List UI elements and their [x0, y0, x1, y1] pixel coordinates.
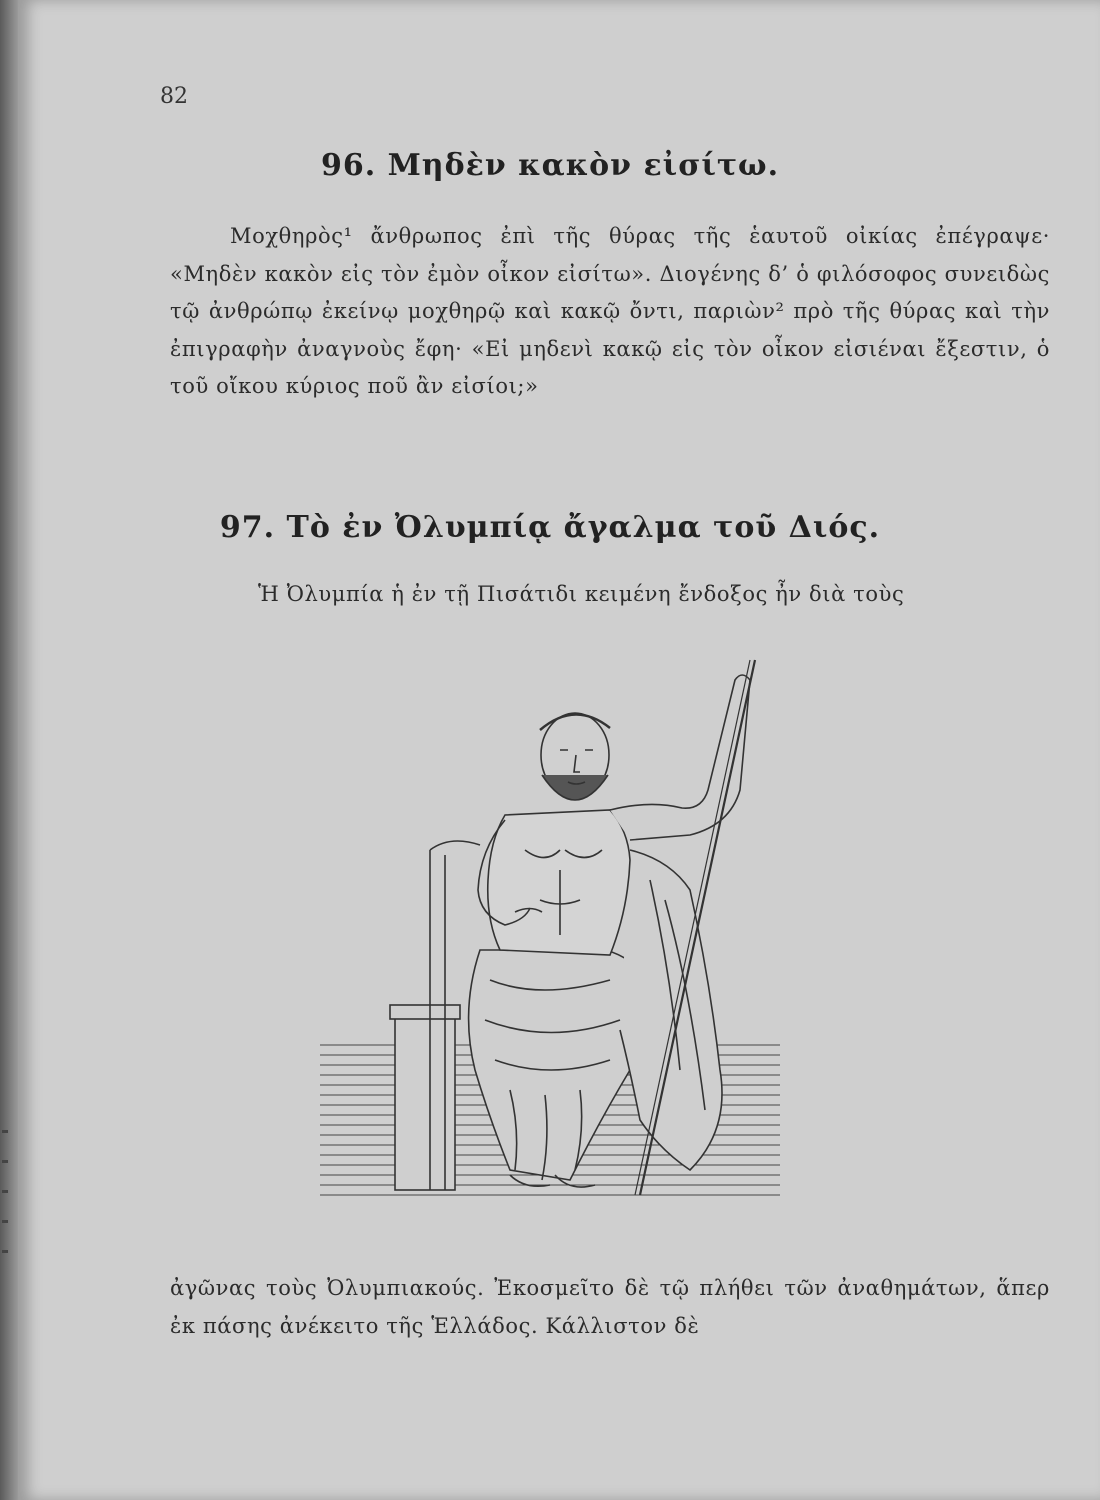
section-97-paragraph-start: Ἡ Ὀλυμπία ἡ ἐν τῇ Πισάτιδι κειμένη ἔνδοξος ἦν διὰ τοὺς [258, 582, 905, 606]
section-96-paragraph: Μοχθηρὸς¹ ἄνθρωπος ἐπὶ τῆς θύρας τῆς ἑαυτοῦ οἰκίας ἐπέγραψε· «Μηδὲν κακὸν εἰς τὸν ἐμὸν οἶκον εἰσίτω». Διογένης δ’ ὁ φιλόσοφος συνειδὼς τῷ ἀνθρώπῳ ἐκείνῳ μοχθηρῷ καὶ κακῷ ὄντι, παριὼν² πρὸ τῆς θύρας καὶ τὴν ἐπιγραφὴν ἀναγνοὺς ἔφη· «Εἰ μηδενὶ κακῷ εἰς τὸν οἶκον εἰσιέναι ἔξεστιν, ὁ τοῦ οἴκου κύριος ποῦ ἂν εἰσίοι;» [170, 224, 1050, 398]
margin-mark [2, 1190, 8, 1193]
zeus-statue-illustration [310, 650, 790, 1215]
section-96-title: 96. Μηδὲν κακὸν εἰσίτω. [320, 148, 780, 183]
page-number: 82 [160, 84, 188, 109]
section-97-paragraph-continued: ἀγῶνας τοὺς Ὀλυμπιακούς. Ἐκοσμεῖτο δὲ τῷ πλήθει τῶν ἀναθημάτων, ἅπερ ἐκ πάσης ἀνέκειτο τῆς Ἑλλάδος. Κάλλιστον δὲ [170, 1276, 1050, 1338]
margin-mark [2, 1220, 8, 1223]
zeus-statue-icon [310, 650, 790, 1215]
section-97-title: 97. Τὸ ἐν Ὀλυμπίᾳ ἄγαλμα τοῦ Διός. [219, 510, 881, 545]
margin-mark [2, 1250, 8, 1253]
margin-mark [2, 1130, 8, 1133]
book-spine [0, 0, 18, 1500]
margin-mark [2, 1160, 8, 1163]
